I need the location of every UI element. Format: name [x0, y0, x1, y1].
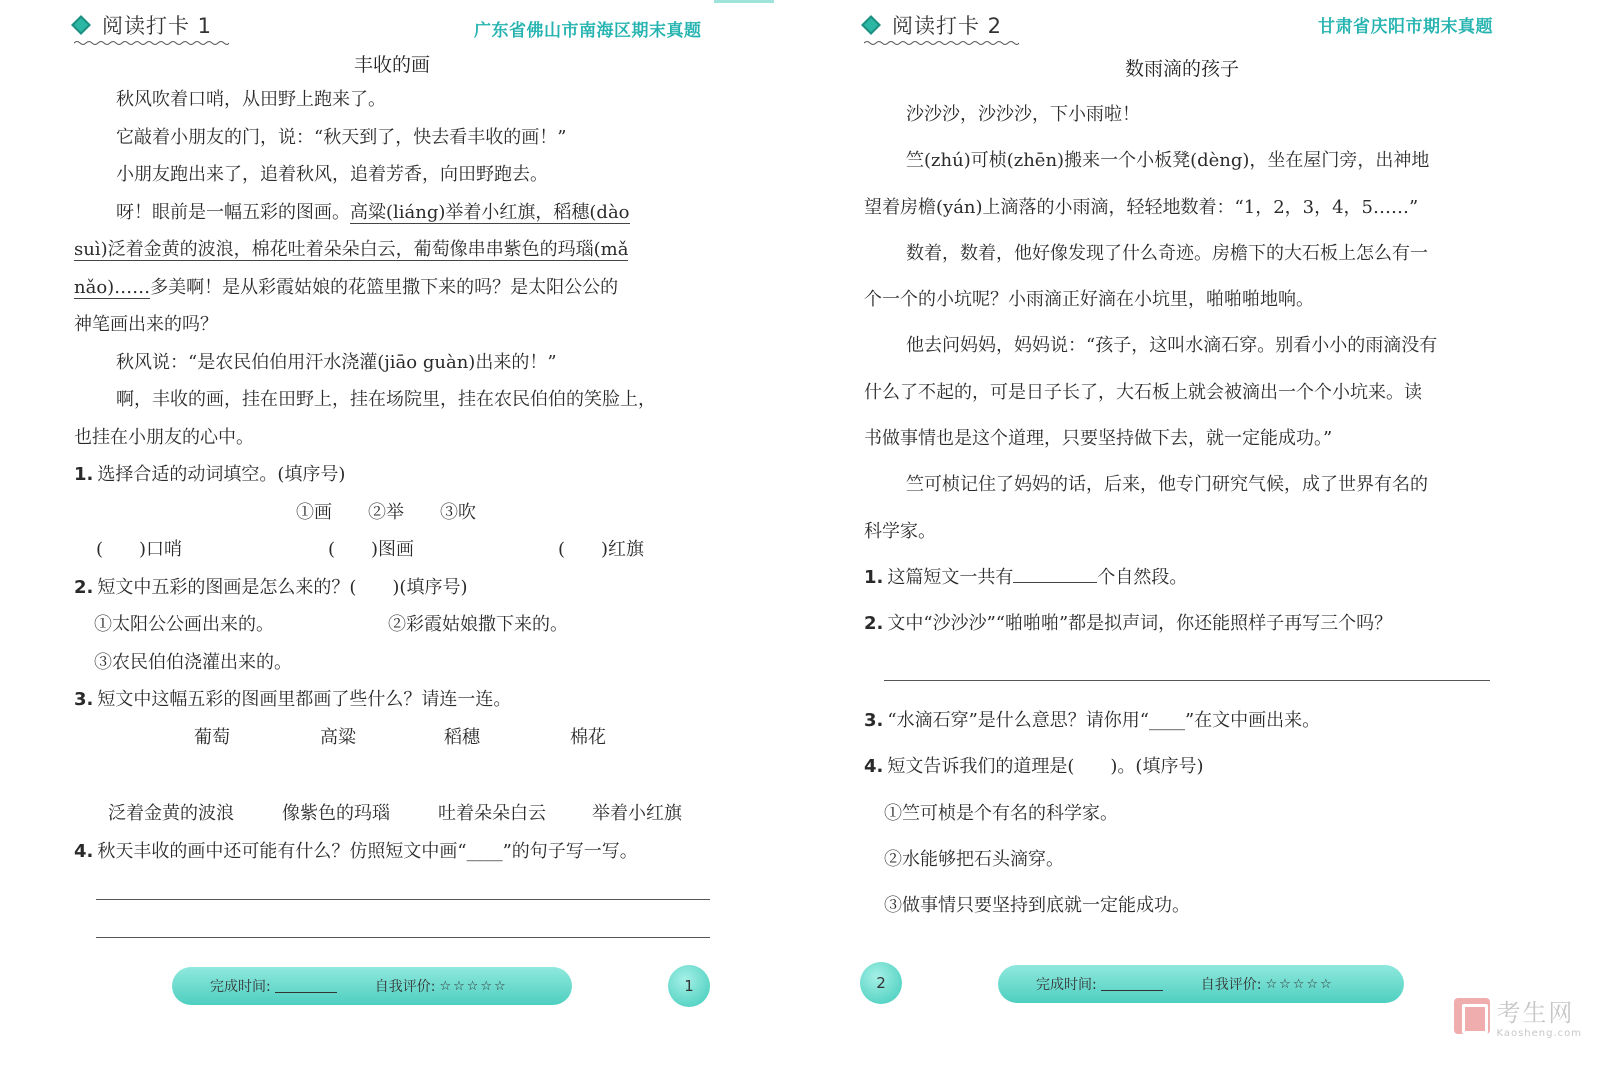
question-text: 文中“沙沙沙”“啪啪啪”都是拟声词，你还能照样子再写三个吗？ [887, 613, 1393, 635]
paragraph: 秋风说：“是农民伯伯用汗水浇灌(jiāo guàn)出来的！” [116, 351, 557, 373]
question-1 [74, 456, 714, 494]
match-item[interactable]: 稻穗 [444, 727, 480, 748]
answer-line[interactable] [96, 899, 710, 900]
question-text: 秋天丰收的画中还可能有什么？仿照短文中画“____”的句子写一写。 [97, 841, 638, 862]
paragraph: 秋风吹着口哨，从田野上跑来了。 [116, 89, 386, 110]
source-label: 广东省佛山市南海区期末真题 [474, 21, 702, 41]
completion-time-label: 完成时间: [1036, 977, 1097, 993]
question-number: 1. [74, 464, 94, 485]
match-item[interactable]: 像紫色的玛瑙 [282, 803, 390, 824]
question-text: 短文中五彩的图画是怎么来的？( )(填序号) [97, 576, 468, 598]
match-item[interactable]: 泛着金黄的波浪 [108, 803, 234, 824]
question-4 [864, 744, 1514, 790]
question-text: 选择合适的动词填空。(填序号) [97, 464, 346, 485]
question-options: ①画 ②举 ③吹 [296, 501, 476, 523]
paragraph-continued: 科学家。 [864, 520, 936, 542]
answer-line[interactable] [96, 937, 710, 938]
paragraph: 他去问妈妈，妈妈说：“孩子，这叫水滴石穿。别看小小的雨滴没有 [906, 335, 1438, 357]
question-number: 3. [74, 689, 94, 710]
kaosheng-logo-icon [1454, 998, 1490, 1034]
paragraph-continued: 书做事情也是这个道理，只要坚持做下去，就一定能成功。” [864, 428, 1333, 450]
wave-underline-icon [74, 40, 229, 46]
questions-continued [864, 698, 1514, 929]
completion-time-field[interactable] [1101, 977, 1163, 991]
passage-body [864, 92, 1514, 648]
question-3 [864, 698, 1514, 744]
footer-bar [998, 965, 1404, 1003]
rating-stars-icon[interactable]: ☆☆☆☆☆ [439, 978, 508, 994]
underlined-sentence: nǎo)…… [74, 276, 151, 298]
underlined-sentence: suì)泛着金黄的波浪，棉花吐着朵朵白云，葡萄像串串紫色的玛瑙(mǎ [74, 239, 629, 260]
right-page [810, 0, 1600, 1067]
option[interactable]: ②水能够把石头滴穿。 [884, 848, 1064, 870]
question-number: 4. [864, 756, 884, 778]
passage-title: 数雨滴的孩子 [1124, 58, 1239, 80]
answer-blank[interactable]: ( )口哨 [96, 539, 183, 560]
page-number: 1 [668, 965, 710, 1007]
watermark-en: Kaosheng.com [1496, 1028, 1582, 1039]
card-tag-label: 阅读打卡 1 [102, 14, 213, 38]
completion-time-label: 完成时间: [210, 979, 271, 995]
question-2 [74, 569, 714, 607]
q1-blanks [74, 531, 714, 569]
paragraph-continued: 也挂在小朋友的心中。 [74, 426, 254, 448]
match-item[interactable]: 举着小红旗 [592, 803, 682, 824]
self-evaluation-label: 自我评价: [374, 979, 436, 995]
match-item[interactable]: 高粱 [320, 727, 356, 748]
question-text: 短文中这幅五彩的图画里都画了些什么？请连一连。 [97, 689, 512, 710]
wave-underline-icon [864, 40, 1019, 46]
page-number: 2 [860, 962, 902, 1004]
paragraph-continued: 神笔画出来的吗？ [74, 314, 218, 335]
q2-options [74, 606, 714, 644]
question-number: 2. [864, 613, 884, 635]
rating-stars-icon[interactable]: ☆☆☆☆☆ [1265, 976, 1334, 992]
diamond-icon [861, 15, 881, 35]
option[interactable]: ③农民伯伯浇灌出来的。 [94, 651, 292, 673]
paragraph [74, 194, 714, 232]
passage-title: 丰收的画 [353, 54, 430, 76]
answer-blank[interactable]: ( )红旗 [558, 539, 645, 560]
question-4 [74, 833, 724, 871]
paragraph: 啊，丰收的画，挂在田野上，挂在场院里，挂在农民伯伯的笑脸上， [116, 389, 656, 410]
option[interactable]: ①太阳公公画出来的。 [94, 614, 274, 635]
paragraph: 它敲着小朋友的门，说：“秋天到了，快去看丰收的画！” [116, 126, 567, 148]
paragraph-continued: 望着房檐(yán)上滴落的小雨滴，轻轻地数着：“1，2，3，4，5……” [864, 196, 1419, 218]
paragraph: 竺可桢记住了妈妈的话，后来，他专门研究气候，成了世界有名的 [906, 474, 1428, 496]
source-label: 甘肃省庆阳市期末真题 [1318, 17, 1493, 37]
paragraph-continued [74, 231, 714, 269]
reading-card-tag-2 [864, 10, 1002, 40]
paragraph-continued: 个一个的小坑呢？小雨滴正好滴在小坑里，啪啪啪地响。 [864, 289, 1314, 311]
underlined-sentence: 高粱(liáng)举着小红旗，稻穗(dào [350, 201, 630, 223]
answer-line[interactable] [884, 680, 1490, 681]
card-tag-label: 阅读打卡 2 [892, 14, 1003, 38]
question-text: “水滴石穿”是什么意思？请你用“____”在文中画出来。 [887, 710, 1321, 731]
option[interactable]: ③做事情只要坚持到底就一定能成功。 [884, 895, 1190, 917]
paragraph: 竺(zhú)可桢(zhēn)搬来一个小板凳(dèng)，坐在屋门旁，出神地 [906, 150, 1430, 172]
answer-blank[interactable]: ( )图画 [328, 539, 415, 560]
question-3 [74, 681, 714, 719]
left-page [0, 0, 790, 1067]
paragraph: 沙沙沙，沙沙沙，下小雨啦！ [906, 104, 1140, 125]
paragraph-continued: 什么了不起的，可是日子长了，大石板上就会被滴出一个个小坑来。读 [864, 381, 1422, 403]
question-number: 3. [864, 710, 884, 731]
answer-blank[interactable] [1013, 563, 1097, 583]
question-2 [864, 601, 1514, 647]
question-number: 2. [74, 576, 94, 598]
match-item[interactable]: 吐着朵朵白云 [438, 803, 546, 824]
question-1 [864, 555, 1514, 601]
footer-bar [172, 967, 572, 1005]
match-item[interactable]: 葡萄 [194, 727, 230, 748]
paragraph-continued [74, 269, 714, 307]
question-text: 短文告诉我们的道理是( )。(填序号) [887, 756, 1204, 778]
question-number: 4. [74, 841, 94, 862]
sentence: 多美啊！是从彩霞姑娘的花篮里撒下来的吗？是太阳公公的 [150, 276, 619, 298]
self-evaluation-label: 自我评价: [1200, 977, 1262, 993]
sentence: 呀！眼前是一幅五彩的图画。 [116, 201, 350, 223]
passage-body [74, 81, 714, 719]
question-number: 1. [864, 566, 884, 588]
watermark-cn: 考生网 [1496, 999, 1575, 1027]
match-item[interactable]: 棉花 [570, 727, 606, 748]
diamond-icon [71, 15, 91, 35]
paragraph: 数着，数着，他好像发现了什么奇迹。房檐下的大石板上怎么有一 [906, 242, 1428, 264]
paragraph: 小朋友跑出来了，追着秋风，追着芳香，向田野跑去。 [116, 164, 548, 185]
option[interactable]: ②彩霞姑娘撒下来的。 [388, 614, 568, 635]
completion-time-field[interactable] [275, 979, 337, 993]
question-text: 这篇短文一共有 [887, 566, 1014, 588]
question-text: 个自然段。 [1097, 566, 1188, 588]
option[interactable]: ①竺可桢是个有名的科学家。 [884, 802, 1118, 824]
reading-card-tag-1 [74, 10, 212, 40]
watermark [1454, 993, 1582, 1039]
